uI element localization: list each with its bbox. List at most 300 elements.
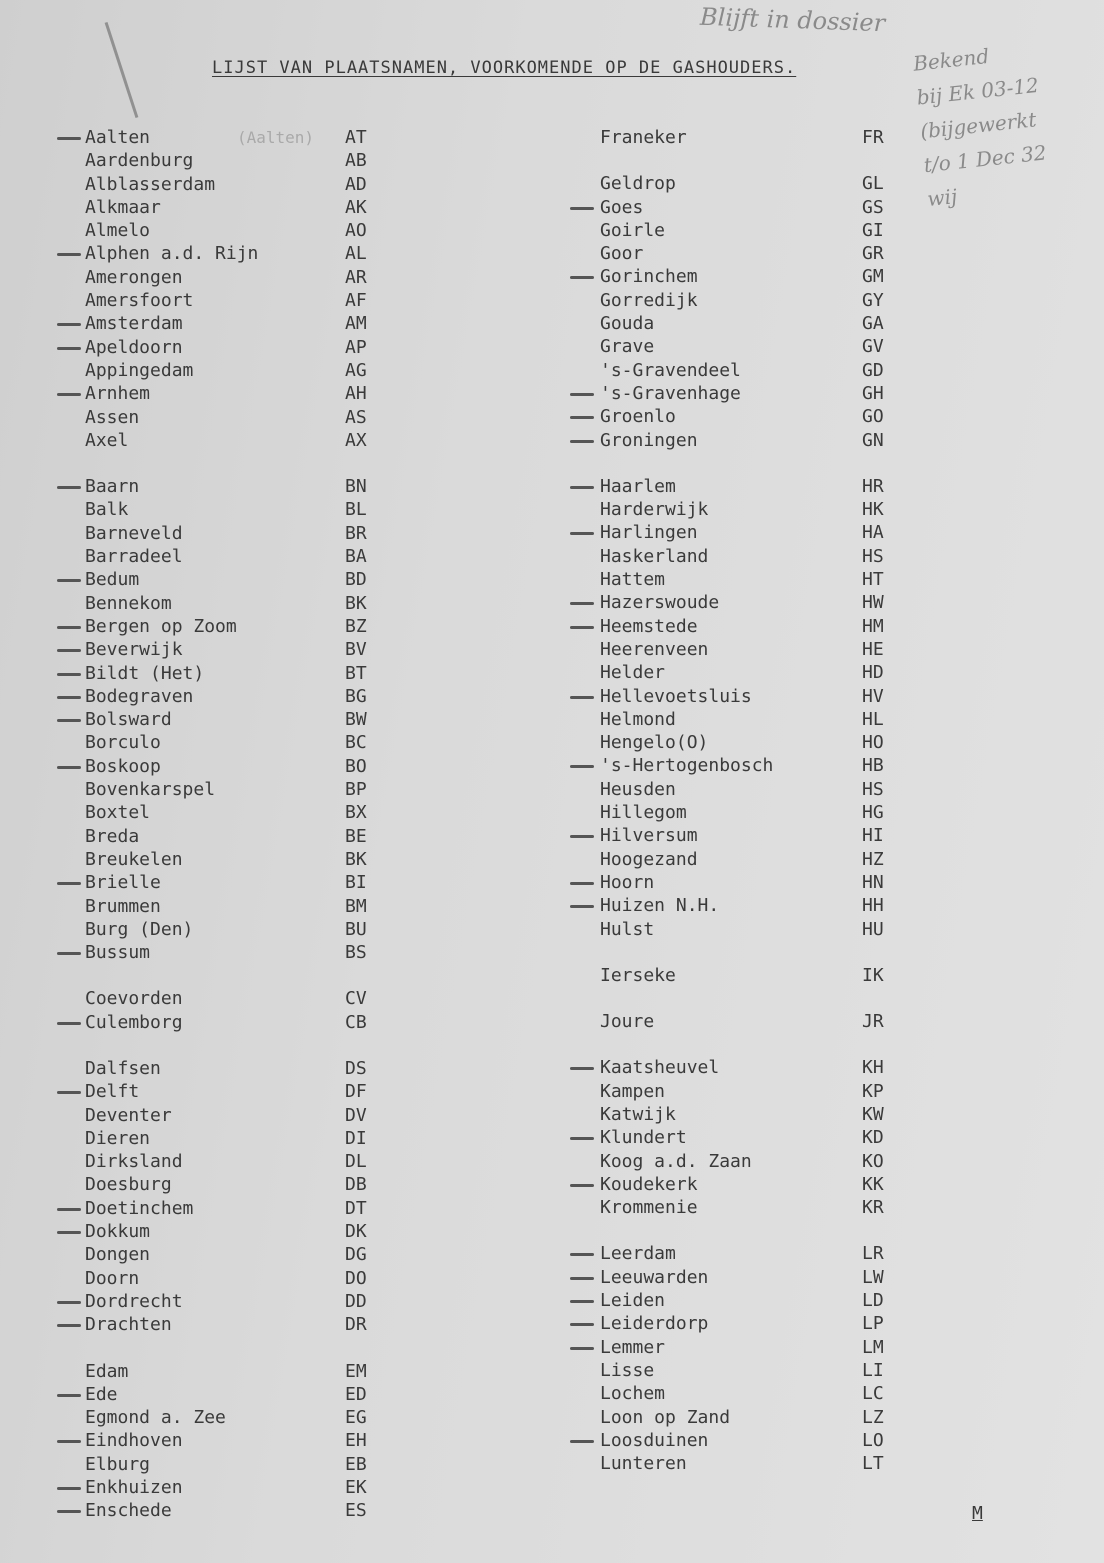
page-mark: M (972, 1503, 983, 1524)
place-row (570, 1150, 1050, 1173)
place-name: Helmond (600, 708, 676, 730)
place-row (55, 987, 535, 1010)
place-name: Harlingen (600, 522, 698, 544)
place-row (55, 592, 535, 615)
place-name: Aardenburg (85, 150, 194, 172)
place-row (55, 1197, 535, 1220)
place-code: BE (345, 825, 367, 847)
place-name: Lunteren (600, 1453, 687, 1475)
place-name: Leeuwarden (600, 1266, 709, 1288)
spacer-row (55, 1337, 535, 1360)
place-row (55, 1313, 535, 1336)
dash-mark (570, 440, 594, 443)
place-code: GA (862, 313, 884, 335)
place-row (55, 801, 535, 824)
place-row (55, 848, 535, 871)
place-row (55, 545, 535, 568)
place-name: Dirksland (85, 1151, 183, 1173)
spacer-row (570, 987, 1050, 1010)
place-name: Breda (85, 825, 140, 847)
place-name: Hoorn (600, 871, 655, 893)
place-row (570, 475, 1050, 498)
dash-mark (570, 1253, 594, 1256)
place-row (55, 825, 535, 848)
place-row (570, 335, 1050, 358)
dash-mark (57, 137, 81, 140)
place-code: AT (345, 127, 367, 148)
place-name: Assen (85, 406, 140, 428)
dash-mark (570, 696, 594, 699)
place-code: EG (345, 1407, 367, 1429)
place-row (55, 895, 535, 918)
place-code: HZ (862, 848, 884, 870)
dash-mark (57, 253, 81, 256)
place-code: HS (862, 778, 884, 800)
place-row (55, 196, 535, 219)
place-code: GL (862, 173, 884, 195)
place-name: Eindhoven (85, 1430, 183, 1452)
place-row (570, 289, 1050, 312)
place-code: GY (862, 289, 884, 311)
place-name: Egmond a. Zee (85, 1407, 226, 1429)
place-name: Dieren (85, 1127, 151, 1149)
place-row (570, 521, 1050, 544)
dash-mark (570, 1137, 594, 1140)
place-code: GO (862, 406, 884, 428)
place-name: Kaatsheuvel (600, 1057, 720, 1079)
place-name: Enschede (85, 1500, 172, 1522)
place-row (570, 219, 1050, 242)
place-row (570, 1312, 1050, 1335)
place-code: AB (345, 150, 367, 172)
dash-mark (57, 1510, 81, 1513)
place-row (570, 312, 1050, 335)
place-name: Dokkum (85, 1221, 151, 1243)
place-code: HN (862, 871, 884, 893)
place-name: Amersfoort (85, 290, 194, 312)
place-row (570, 1382, 1050, 1405)
place-row (55, 568, 535, 591)
place-row (570, 126, 1050, 149)
place-code: KW (862, 1103, 884, 1125)
place-row (570, 848, 1050, 871)
dash-mark (570, 207, 594, 210)
place-row (55, 871, 535, 894)
place-name: Katwijk (600, 1103, 676, 1125)
place-name: Deventer (85, 1104, 172, 1126)
place-name: Krommenie (600, 1197, 698, 1219)
place-row (570, 1452, 1050, 1475)
spacer-row (570, 941, 1050, 964)
spacer-row (570, 1219, 1050, 1242)
place-code: HI (862, 825, 884, 847)
place-code: GD (862, 359, 884, 381)
spacer-row (55, 452, 535, 475)
place-code: KD (862, 1127, 884, 1149)
place-name: Culemborg (85, 1011, 183, 1033)
place-row (55, 1429, 535, 1452)
place-row (55, 778, 535, 801)
place-row (55, 1476, 535, 1499)
dash-mark (57, 1231, 81, 1234)
place-row (55, 1360, 535, 1383)
place-name: Groningen (600, 429, 698, 451)
dash-mark (570, 835, 594, 838)
place-name: Dalfsen (85, 1057, 161, 1079)
place-name: 's-Gravenhage (600, 382, 741, 404)
place-code: EB (345, 1453, 367, 1475)
place-name: Doetinchem (85, 1197, 194, 1219)
place-row (570, 685, 1050, 708)
place-code: DD (345, 1290, 367, 1312)
place-row (570, 265, 1050, 288)
place-row (570, 1242, 1050, 1265)
place-code: LZ (862, 1406, 884, 1428)
place-row (570, 1010, 1050, 1033)
place-name: Groenlo (600, 406, 676, 428)
place-name: Koog a.d. Zaan (600, 1150, 752, 1172)
dash-mark (57, 486, 81, 489)
place-row (570, 405, 1050, 428)
dash-mark (57, 1208, 81, 1211)
place-row (570, 1266, 1050, 1289)
dash-mark (57, 719, 81, 722)
place-name: Franeker (600, 127, 687, 148)
place-name: Apeldoorn (85, 336, 183, 358)
place-code: BU (345, 918, 367, 940)
place-name: Hattem (600, 569, 666, 591)
place-row (55, 1383, 535, 1406)
place-row (55, 126, 535, 149)
place-name: Amerongen (85, 266, 183, 288)
place-code: DK (345, 1221, 367, 1243)
place-name: Grave (600, 336, 655, 358)
place-row (570, 661, 1050, 684)
place-code: LW (862, 1266, 884, 1288)
place-code: AO (345, 220, 367, 242)
place-code: BK (345, 848, 367, 870)
place-name: Goirle (600, 219, 666, 241)
place-code: BL (345, 499, 367, 521)
place-code: HL (862, 708, 884, 730)
place-row (570, 894, 1050, 917)
place-code: GR (862, 243, 884, 265)
place-code: GN (862, 429, 884, 451)
place-code: JR (862, 1011, 884, 1033)
place-row (55, 615, 535, 638)
place-row (570, 242, 1050, 265)
dash-mark (570, 1067, 594, 1070)
place-row (55, 359, 535, 382)
place-row (570, 196, 1050, 219)
place-code: HT (862, 569, 884, 591)
handwritten-line: Bekend (911, 43, 991, 76)
spacer-row (570, 149, 1050, 172)
place-code: FR (862, 127, 884, 148)
place-row (570, 1289, 1050, 1312)
place-row (55, 731, 535, 754)
place-code: DO (345, 1267, 367, 1289)
dash-mark (570, 882, 594, 885)
left-column-list (55, 126, 535, 1523)
place-code: AG (345, 359, 367, 381)
place-name: Klundert (600, 1127, 687, 1149)
place-row (570, 498, 1050, 521)
dash-mark (570, 1347, 594, 1350)
place-code: BV (345, 639, 367, 661)
place-name: Barneveld (85, 522, 183, 544)
place-name: Alphen a.d. Rijn (85, 243, 259, 265)
place-code: LI (862, 1359, 884, 1381)
place-code: ES (345, 1500, 367, 1522)
place-name: Beverwijk (85, 639, 183, 661)
place-code: EK (345, 1477, 367, 1499)
page-title: LIJST VAN PLAATSNAMEN, VOORKOMENDE OP DE GASHOUDERS. (212, 58, 797, 78)
place-code: AF (345, 290, 367, 312)
place-code: GM (862, 266, 884, 288)
place-row (570, 754, 1050, 777)
place-code: HH (862, 895, 884, 917)
place-row (570, 731, 1050, 754)
place-row (55, 755, 535, 778)
dash-mark (570, 1440, 594, 1443)
dash-mark (57, 952, 81, 955)
place-name: Dongen (85, 1244, 151, 1266)
place-name: Brummen (85, 895, 161, 917)
place-name: Lemmer (600, 1336, 666, 1358)
place-code: ED (345, 1383, 367, 1405)
place-code: LD (862, 1290, 884, 1312)
dash-mark (570, 1184, 594, 1187)
dash-mark (57, 673, 81, 676)
place-code: LO (862, 1429, 884, 1451)
place-row (55, 1150, 535, 1173)
place-name: Hazerswoude (600, 592, 720, 614)
place-row (570, 638, 1050, 661)
place-code: CB (345, 1011, 367, 1033)
place-row (55, 173, 535, 196)
place-code: EH (345, 1430, 367, 1452)
place-row (570, 1056, 1050, 1079)
place-row (570, 1103, 1050, 1126)
place-code: AS (345, 406, 367, 428)
place-code: LP (862, 1313, 884, 1335)
place-name: Lisse (600, 1359, 655, 1381)
place-code: KH (862, 1057, 884, 1079)
place-code: AX (345, 429, 367, 451)
place-row (570, 918, 1050, 941)
place-row (570, 1406, 1050, 1429)
place-code: AD (345, 173, 367, 195)
place-code: AR (345, 266, 367, 288)
place-row (570, 708, 1050, 731)
place-name: Gorinchem (600, 266, 698, 288)
place-row (55, 312, 535, 335)
place-code: BI (345, 872, 367, 894)
dash-mark (57, 347, 81, 350)
place-row (570, 382, 1050, 405)
place-row (55, 336, 535, 359)
place-name: Alblasserdam (85, 173, 216, 195)
place-name: Axel (85, 429, 129, 451)
place-code: DL (345, 1151, 367, 1173)
place-row (570, 1173, 1050, 1196)
place-row (55, 708, 535, 731)
place-name: Joure (600, 1011, 655, 1033)
place-code: BD (345, 569, 367, 591)
place-code: HE (862, 638, 884, 660)
place-code: HR (862, 475, 884, 497)
place-row (55, 1220, 535, 1243)
place-row (570, 591, 1050, 614)
handwritten-line: bij Ek 03-12 (915, 72, 1040, 110)
place-code: GS (862, 196, 884, 218)
place-name: Bedum (85, 569, 140, 591)
place-name: Goes (600, 196, 644, 218)
place-name: Hellevoetsluis (600, 685, 752, 707)
place-code: CV (345, 988, 367, 1010)
place-code: LM (862, 1336, 884, 1358)
place-row (55, 266, 535, 289)
dash-mark (570, 765, 594, 768)
place-name: Helder (600, 662, 666, 684)
place-name: Hillegom (600, 802, 687, 824)
dash-mark (570, 1277, 594, 1280)
place-name: Bovenkarspel (85, 779, 216, 801)
place-row (55, 1127, 535, 1150)
place-code: BS (345, 942, 367, 964)
place-code: AK (345, 196, 367, 218)
place-code: DF (345, 1081, 367, 1103)
place-row (55, 1080, 535, 1103)
place-name: Boxtel (85, 802, 151, 824)
place-row (55, 1453, 535, 1476)
place-row (55, 498, 535, 521)
place-code: BW (345, 709, 367, 731)
dash-mark (570, 1300, 594, 1303)
place-name: 's-Gravendeel (600, 359, 741, 381)
place-name: Coevorden (85, 988, 183, 1010)
place-row (55, 242, 535, 265)
place-code: EM (345, 1360, 367, 1382)
place-code: LR (862, 1243, 884, 1265)
place-row (570, 801, 1050, 824)
place-name: Heerenveen (600, 638, 709, 660)
place-code: AM (345, 313, 367, 335)
place-row (55, 638, 535, 661)
place-name: Hoogezand (600, 848, 698, 870)
place-code: HV (862, 685, 884, 707)
place-code: DT (345, 1197, 367, 1219)
place-code: GI (862, 219, 884, 241)
place-code: DS (345, 1057, 367, 1079)
place-code: BC (345, 732, 367, 754)
dash-mark (57, 766, 81, 769)
dash-mark (57, 323, 81, 326)
dash-mark (57, 1440, 81, 1443)
spacer-row (570, 452, 1050, 475)
place-name: Dordrecht (85, 1290, 183, 1312)
dash-mark (570, 602, 594, 605)
ghost-note: (Aalten) (237, 128, 315, 147)
place-code: GH (862, 382, 884, 404)
place-row (570, 1336, 1050, 1359)
dash-mark (570, 276, 594, 279)
place-row (570, 964, 1050, 987)
place-row (570, 429, 1050, 452)
place-code: HK (862, 499, 884, 521)
place-name: Enkhuizen (85, 1477, 183, 1499)
place-name: Kampen (600, 1080, 666, 1102)
place-name: Huizen N.H. (600, 895, 720, 917)
place-row (55, 1057, 535, 1080)
place-code: BK (345, 592, 367, 614)
place-name: Edam (85, 1360, 129, 1382)
place-row (570, 1196, 1050, 1219)
place-name: Baarn (85, 476, 140, 498)
place-row (55, 406, 535, 429)
place-name: Brielle (85, 872, 161, 894)
place-code: KP (862, 1080, 884, 1102)
place-code: BO (345, 755, 367, 777)
place-row (55, 1011, 535, 1034)
place-name: Harderwijk (600, 499, 709, 521)
place-code: KR (862, 1197, 884, 1219)
place-code: BA (345, 546, 367, 568)
place-row (570, 1359, 1050, 1382)
place-row (55, 941, 535, 964)
place-name: Gorredijk (600, 289, 698, 311)
place-name: Appingedam (85, 359, 194, 381)
place-row (55, 918, 535, 941)
dash-mark (570, 532, 594, 535)
dash-mark (570, 626, 594, 629)
place-code: AH (345, 383, 367, 405)
place-name: Almelo (85, 220, 151, 242)
place-name: Bennekom (85, 592, 172, 614)
place-name: Goor (600, 243, 644, 265)
place-code: HM (862, 615, 884, 637)
place-row (570, 871, 1050, 894)
place-name: Gouda (600, 313, 655, 335)
place-row (55, 219, 535, 242)
place-name: Ede (85, 1383, 118, 1405)
place-code: HU (862, 918, 884, 940)
place-row (55, 685, 535, 708)
place-row (55, 1243, 535, 1266)
handwritten-line: t/o 1 Dec 32 (922, 140, 1048, 178)
right-column-list (570, 126, 1050, 1475)
place-row (55, 149, 535, 172)
place-row (570, 359, 1050, 382)
place-name: Leiderdorp (600, 1313, 709, 1335)
place-code: AP (345, 336, 367, 358)
spacer-row (570, 1033, 1050, 1056)
place-code: HW (862, 592, 884, 614)
dash-mark (57, 1301, 81, 1304)
spacer-row (55, 964, 535, 987)
place-name: Doesburg (85, 1174, 172, 1196)
place-code: HB (862, 755, 884, 777)
place-name: Ierseke (600, 964, 676, 986)
pen-stroke-mark (105, 22, 139, 118)
dash-mark (57, 1394, 81, 1397)
place-name: Breukelen (85, 848, 183, 870)
spacer-row (55, 1034, 535, 1057)
place-row (570, 1080, 1050, 1103)
place-row (570, 172, 1050, 195)
dash-mark (57, 696, 81, 699)
